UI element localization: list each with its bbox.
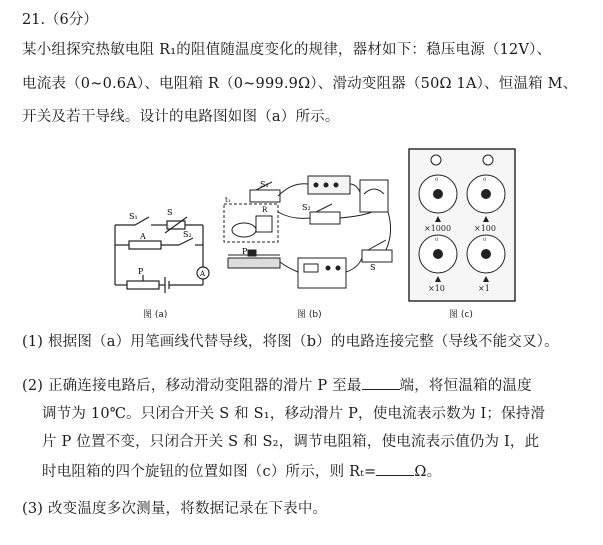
question-number: 21.（6分） bbox=[22, 12, 98, 28]
figure-a-circuit bbox=[105, 195, 215, 303]
part-2-line-4 bbox=[42, 460, 441, 481]
part-2-line-3: 片 P 位置不变，只闭合开关 S 和 S₂，调节电阻箱，使电流表示值仍为 I，此 bbox=[42, 434, 540, 450]
fig-a-label-s2: S₂ bbox=[183, 230, 192, 239]
dial-x1-label: ×1 bbox=[478, 284, 490, 293]
fig-b-label-s2: S₂ bbox=[302, 203, 311, 212]
svg-text:0: 0 bbox=[435, 237, 439, 243]
fig-a-label-p: P bbox=[138, 267, 144, 276]
fig-a-ammeter-label: A bbox=[200, 270, 206, 278]
dial-x1000-label: ×1000 bbox=[424, 224, 452, 233]
fig-b-label-s: S bbox=[370, 263, 376, 272]
fig-b-label-p: P bbox=[242, 247, 248, 256]
figure-b-caption: 图 (b) bbox=[297, 310, 322, 320]
dial-x10-label: ×10 bbox=[428, 284, 445, 293]
fig-a-label-s1: S₁ bbox=[129, 212, 138, 221]
part-2-line-1-after-blank: 端，将恒温箱的温度 bbox=[399, 378, 532, 394]
figure-c-caption: 图 (c) bbox=[449, 310, 473, 320]
fig-b-label-t: t₁ bbox=[225, 196, 231, 204]
part-2-line-2: 调节为 10℃。只闭合开关 S 和 S₁，移动滑片 P，使电流表示数为 I；保持滑 bbox=[42, 406, 546, 422]
dial-x100-label: ×100 bbox=[474, 224, 496, 233]
fig-a-label-a: A bbox=[140, 232, 146, 241]
answer-blank-1[interactable] bbox=[362, 377, 400, 390]
intro-line-1: 某小组探究热敏电阻 R₁的阻值随温度变化的规律，器材如下：稳压电源（12V）、 bbox=[22, 42, 552, 58]
figure-b-apparatus bbox=[222, 172, 400, 302]
part-2-line-4-after-blank: Ω。 bbox=[414, 464, 442, 480]
svg-text:0: 0 bbox=[435, 177, 439, 183]
answer-blank-2[interactable] bbox=[376, 463, 414, 476]
part-2-line-4-before-blank: 时电阻箱的四个旋钮的位置如图（c）所示，则 Rₜ= bbox=[42, 464, 377, 480]
figure-a-caption: 图 (a) bbox=[143, 310, 168, 320]
intro-line-2: 电流表（0~0.6A）、电阻箱 R（0~999.9Ω）、滑动变阻器（50Ω 1A）、恒温箱 M、 bbox=[22, 76, 578, 92]
fig-a-label-s: S bbox=[167, 208, 173, 217]
part-1-text: (1) 根据图（a）用笔画线代替导线，将图（b）的电路连接完整（导线不能交叉）。 bbox=[22, 334, 559, 350]
figure-c-resistance-box bbox=[408, 148, 516, 303]
fig-b-label-s1: S₁ bbox=[260, 180, 269, 189]
fig-b-label-r: R bbox=[262, 206, 268, 214]
svg-text:0: 0 bbox=[483, 237, 487, 243]
part-2-line-1-before-blank: (2) 正确连接电路后，移动滑动变阻器的滑片 P 至最 bbox=[22, 378, 362, 394]
intro-line-3: 开关及若干导线。设计的电路图如图（a）所示。 bbox=[22, 109, 340, 125]
part-3-text: (3) 改变温度多次测量，将数据记录在下表中。 bbox=[22, 501, 328, 517]
part-2-line-1 bbox=[22, 374, 532, 395]
svg-text:0: 0 bbox=[483, 177, 487, 183]
